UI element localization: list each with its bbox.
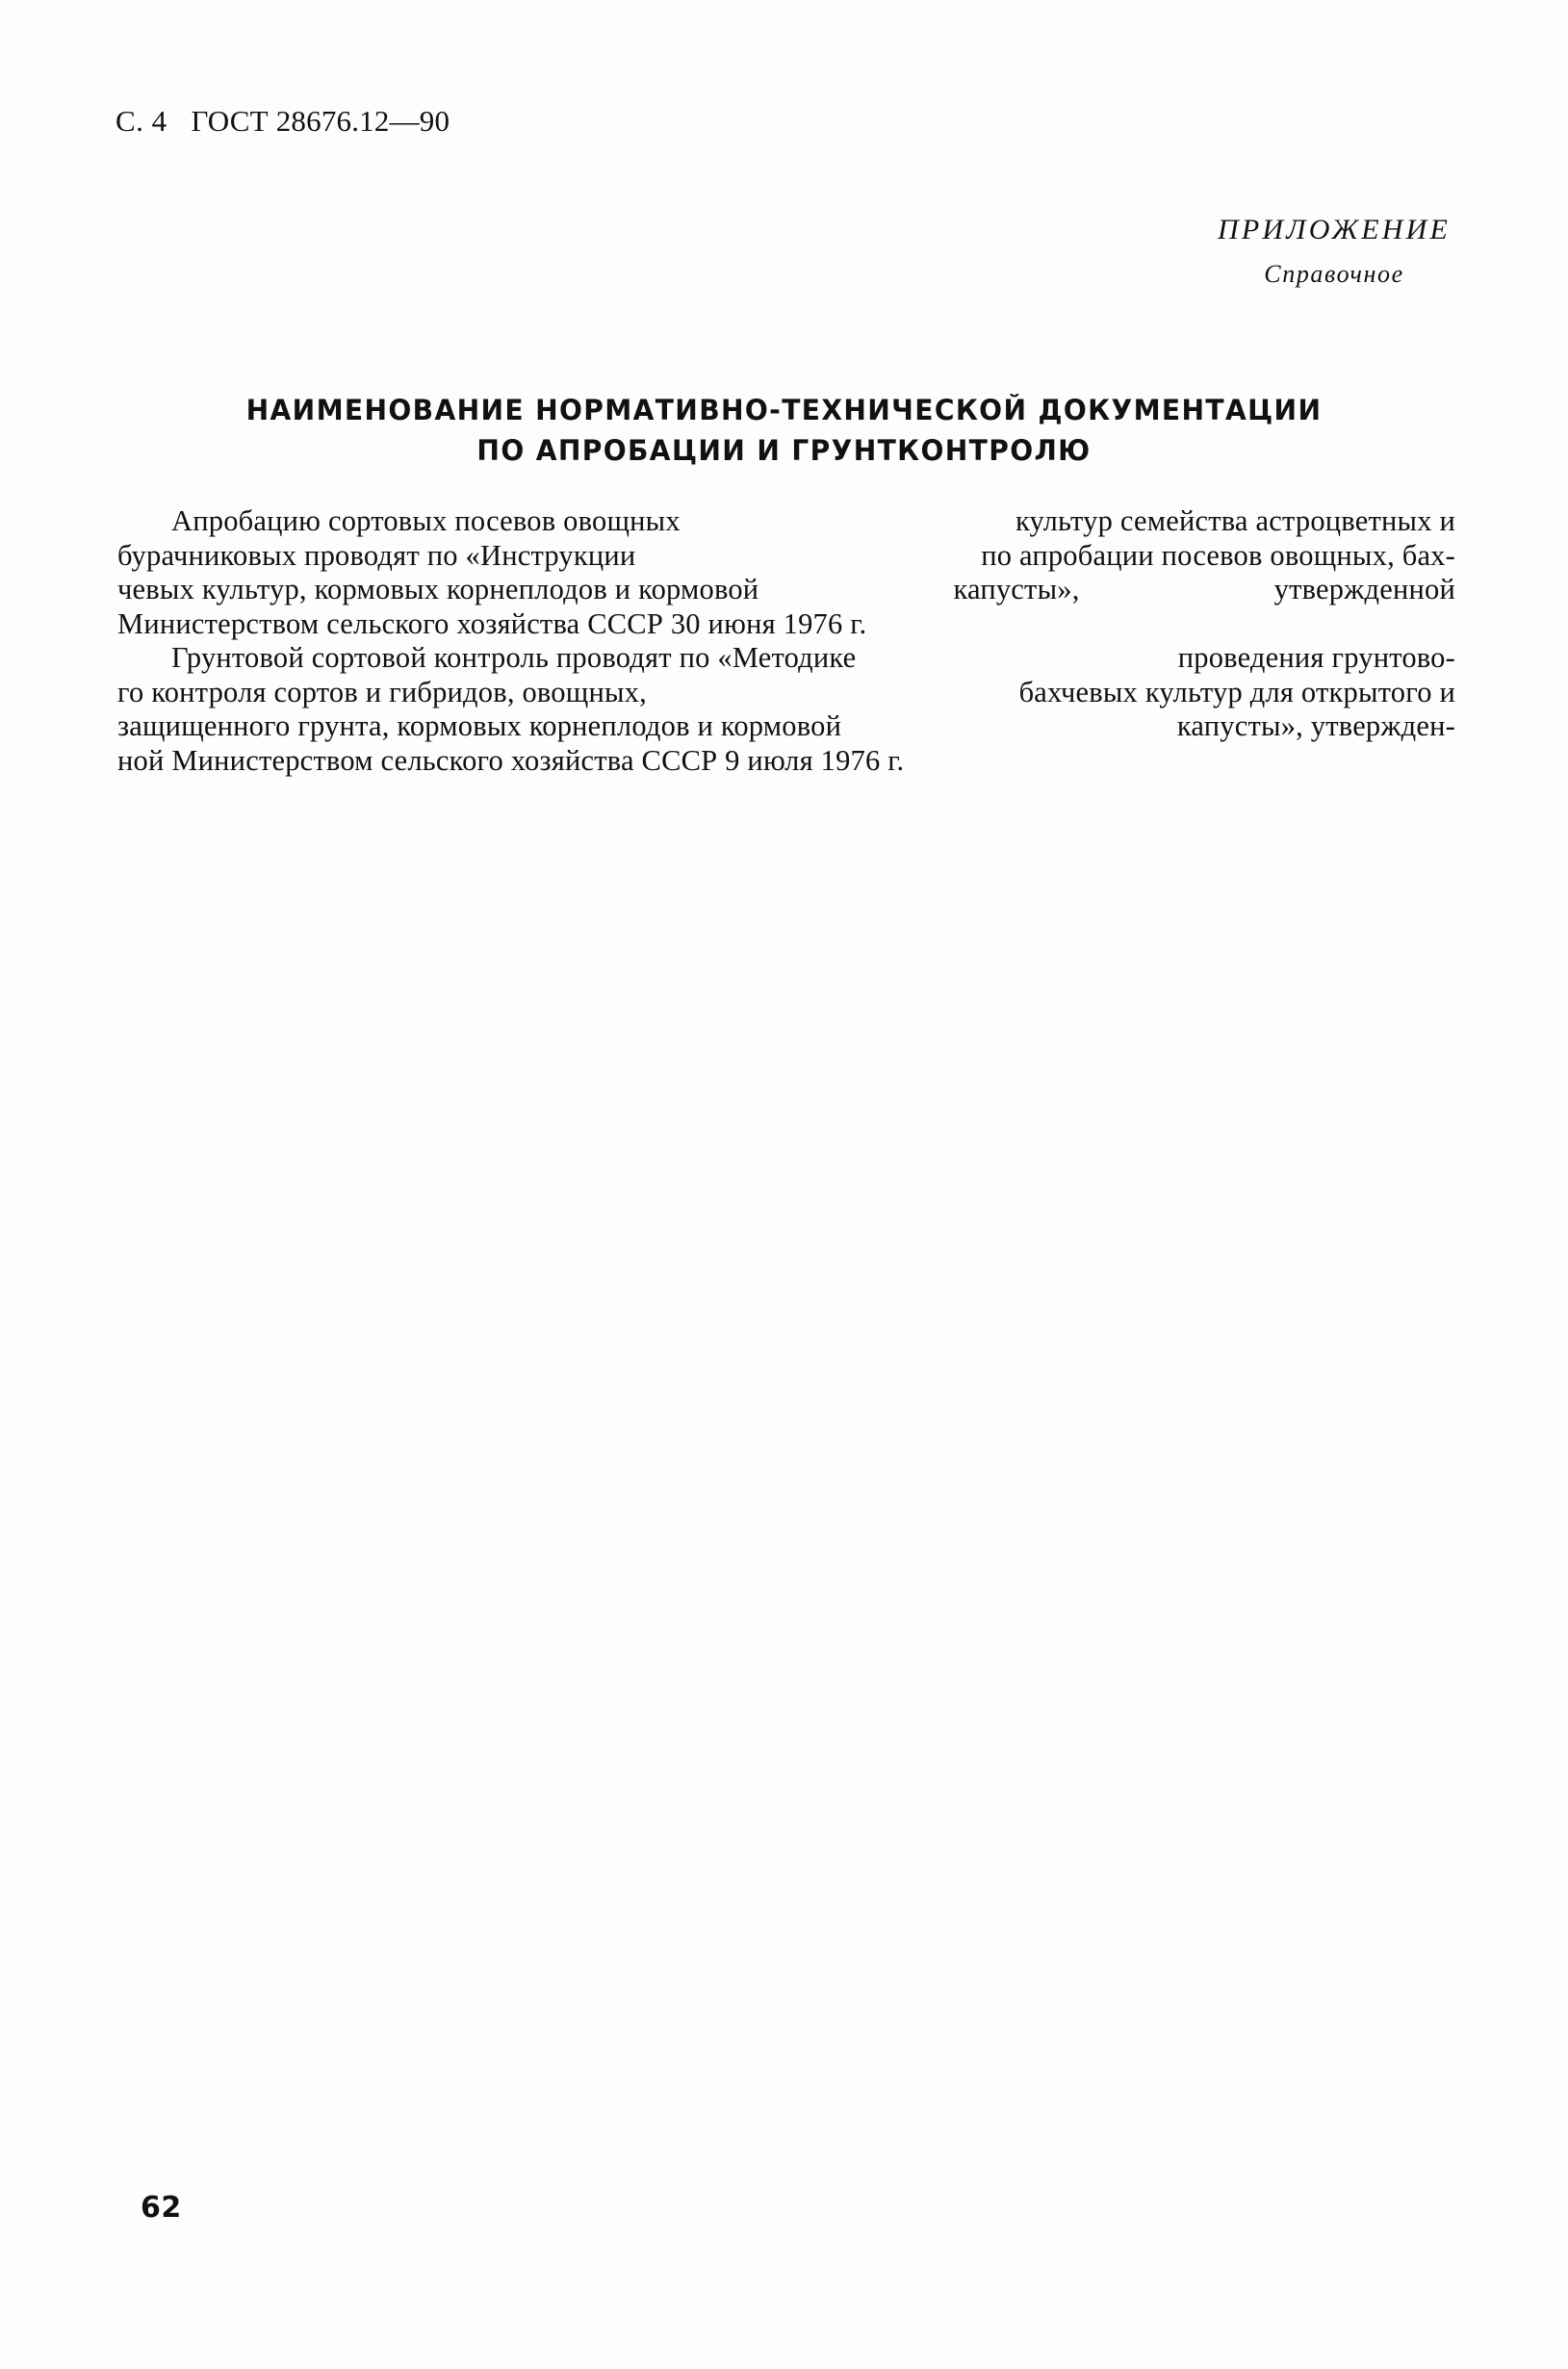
paragraph-1-line-1 xyxy=(117,504,1455,539)
paragraph-1-line-4: Министерством сельского хозяйства СССР 30 июня 1976 г. xyxy=(117,606,867,640)
paragraph-2-line-1 xyxy=(117,641,1455,676)
appendix-title: ПРИЛОЖЕНИЕ xyxy=(1218,214,1451,245)
appendix-label-block xyxy=(1218,210,1451,293)
paragraph-1-line-2-part-a: бурачниковых проводят по «Инструкции xyxy=(117,538,636,572)
page-title-line-1: НАИМЕНОВАНИЕ НОРМАТИВНО-ТЕХНИЧЕСКОЙ ДОКУМЕНТАЦИИ xyxy=(245,394,1323,426)
running-head xyxy=(116,104,450,139)
paragraph-1-line-3-part-c: утвержденной xyxy=(1273,573,1455,605)
paragraph-2-line-1-part-b: проведения грунтово- xyxy=(1177,641,1455,674)
page-title xyxy=(0,390,1568,471)
paragraph-1-line-3-part-a: чевых культур, кормовых корнеплодов и кормовой xyxy=(117,573,759,605)
appendix-subtitle: Справочное xyxy=(1264,259,1404,288)
running-head-standard-number: ГОСТ 28676.12—90 xyxy=(191,104,450,138)
paragraph-1-line-1-part-a: Апробацию сортовых посевов овощных xyxy=(171,504,681,537)
paragraph-2-line-4: ной Министерством сельского хозяйства СССР 9 июля 1976 г. xyxy=(117,743,905,777)
page-title-line-2: ПО АПРОБАЦИИ И ГРУНТКОНТРОЛЮ xyxy=(476,434,1092,468)
running-head-page-number: С. 4 xyxy=(116,104,167,138)
paragraph-2-line-3-part-a: защищенного грунта, кормовых корнеплодов и кормовой xyxy=(117,709,842,742)
body-text xyxy=(117,504,1455,778)
paragraph-2-line-2-part-b: бахчевых культур для открытого и xyxy=(1018,675,1455,708)
paragraph-1-line-2-part-b: по апробации посевов овощных, бах- xyxy=(981,538,1455,572)
running-head-separator xyxy=(175,104,183,138)
paragraph-1-line-3 xyxy=(117,573,1455,607)
paragraph-1-line-1-part-b: культур семейства астроцветных и xyxy=(1015,504,1455,537)
paragraph-2-line-3 xyxy=(117,709,1455,744)
paragraph-1-line-2 xyxy=(117,539,1455,574)
paragraph-1-line-3-part-b: капусты», xyxy=(953,573,1080,605)
paragraph-2-line-1-part-a: Грунтовой сортовой контроль проводят по «Методике xyxy=(171,641,857,674)
paragraph-2-line-3-part-b: капусты», утвержден- xyxy=(1176,709,1455,742)
paragraph-2-line-2-part-a: го контроля сортов и гибридов, овощных, xyxy=(117,675,647,708)
paragraph-2-line-2 xyxy=(117,676,1455,710)
folio-page-number: 62 xyxy=(141,2191,182,2225)
